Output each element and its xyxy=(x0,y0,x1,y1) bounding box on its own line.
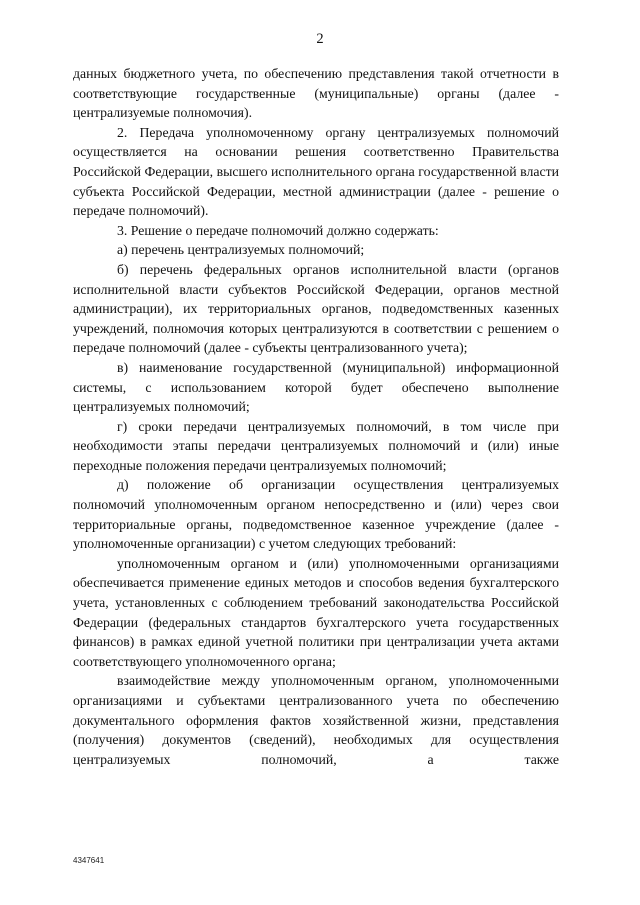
paragraph-item-d: д) положение об организации осуществления централизуемых полномочий уполномоченным органом непосредственно и (или) через свои территориальные органы, подведомственное казенное учреждение (далее - уполномоченные организации) с учетом следующих требований: xyxy=(73,477,559,552)
paragraph-requirement-1: уполномоченным органом и (или) уполномоченными организациями обеспечивается применение единых методов и способов ведения бухгалтерского учета, установленных с соблюдением требований законодательства Российской Федерации (федеральных стандартов бухгалтерского учета государственных финансов) в рамках единой учетной политики при централизации учета актами соответствующего уполномоченного органа; xyxy=(73,555,559,669)
paragraph-3: 3. Решение о передаче полномочий должно содержать: xyxy=(117,222,439,238)
document-code: 4347641 xyxy=(73,856,105,865)
paragraph-requirement-2: взаимодействие между уполномоченным органом, уполномоченными организациями и субъектами централизованного учета по обеспечению документального оформления фактов хозяйственной жизни, представления (получения) документов (сведений), необходимых для осуществления централизуемых полномочий, а также xyxy=(73,673,559,767)
page-number: 2 xyxy=(316,31,324,47)
paragraph-item-a: а) перечень централизуемых полномочий; xyxy=(117,242,365,258)
document-body xyxy=(73,64,559,769)
paragraph-1: данных бюджетного учета, по обеспечению представления такой отчетности в соответствующие государственные (муниципальные) органы (далее - централизуемые полномочия). xyxy=(73,66,559,121)
paragraph-item-g: г) сроки передачи централизуемых полномочий, в том числе при необходимости этапы передачи централизуемых полномочий и (или) иные переходные положения передачи централизуемых полномочий; xyxy=(73,418,559,473)
paragraph-2: 2. Передача уполномоченному органу централизуемых полномочий осуществляется на основании решения соответственно Правительства Российской Федерации, высшего исполнительного органа государственной власти субъекта Российской Федерации, местной администрации (далее - решение о передаче полномочий). xyxy=(73,124,559,219)
paragraph-item-v: в) наименование государственной (муниципальной) информационной системы, с использованием которой будет обеспечено выполнение централизуемых полномочий; xyxy=(73,359,559,415)
paragraph-item-b: б) перечень федеральных органов исполнительной власти (органов исполнительной власти субъектов Российской Федерации, органов местной администрации), их территориальных органов, подведомственных казенных учреждений, полномочия которых централизуются в соответствии с решением о передаче полномочий (далее - субъекты централизованного учета); xyxy=(73,261,559,356)
